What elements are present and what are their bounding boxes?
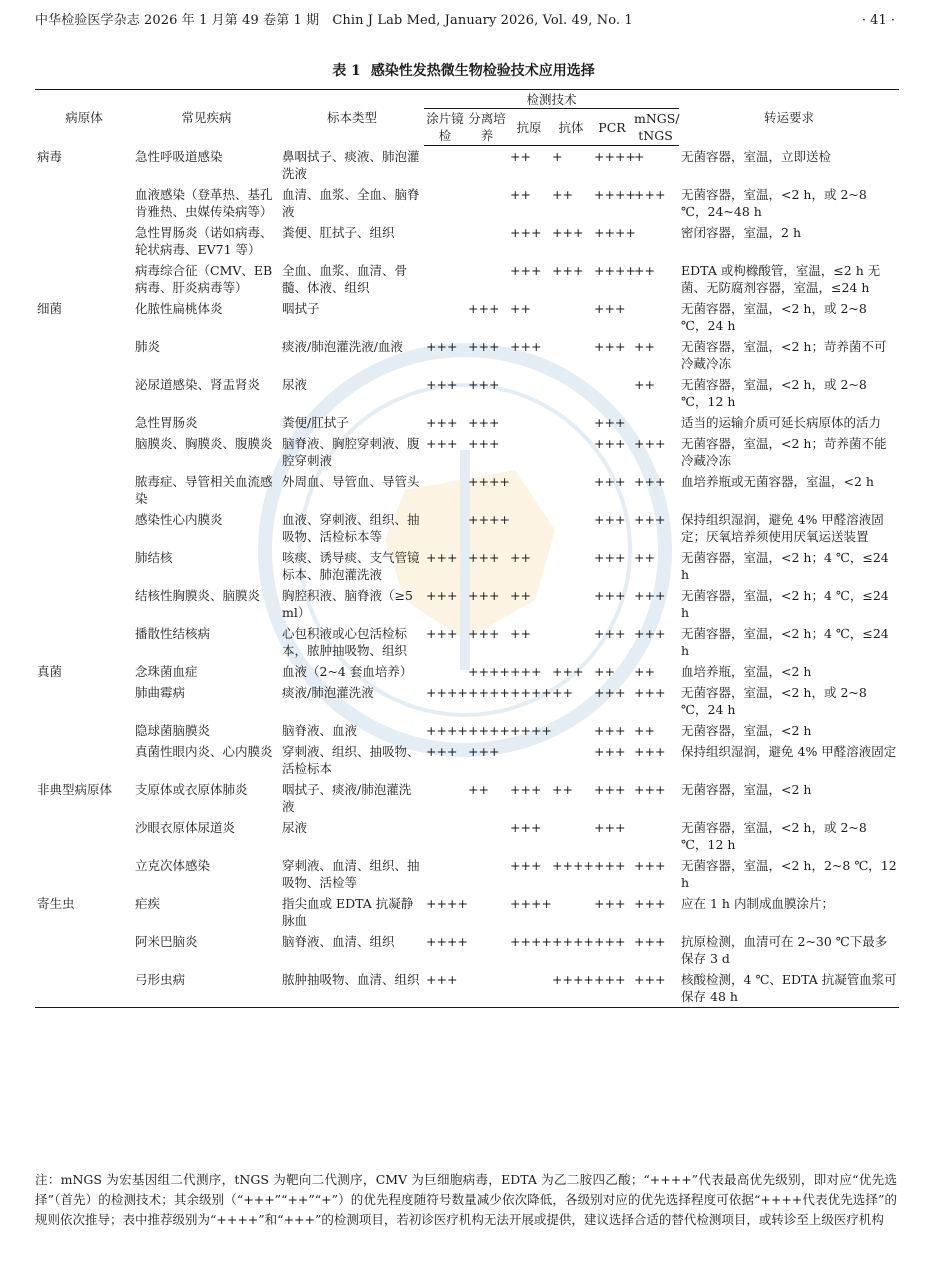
cell-transport: 抗原检测，血清可在 2~30 ℃下最多保存 3 d bbox=[681, 933, 888, 966]
cell-smear: +++ bbox=[426, 743, 458, 759]
cell-culture: +++ bbox=[468, 414, 500, 430]
cell-antigen bbox=[508, 969, 550, 1008]
cell-smear: +++ bbox=[426, 625, 458, 641]
cell-ngs: ++ bbox=[634, 549, 655, 565]
cell-transport: 无菌容器，室温，<2 h，或 2~8 ℃，24 h bbox=[681, 684, 867, 717]
cell-culture: +++ bbox=[468, 338, 500, 354]
cell-antigen: ++ bbox=[510, 549, 531, 565]
cell-specimen: 血液、穿刺液、组织、抽吸物、活检标本等 bbox=[282, 511, 420, 544]
cell-culture: +++ bbox=[468, 743, 500, 759]
pathogen-test-table bbox=[35, 89, 899, 1008]
cell-disease: 化脓性扁桃体炎 bbox=[135, 300, 223, 316]
cell-ngs: +++ bbox=[634, 857, 666, 873]
cell-specimen: 脓肿抽吸物、血清、组织 bbox=[280, 969, 424, 1008]
cell-disease: 急性胃肠炎（诺如病毒、轮状病毒、EV71 等） bbox=[135, 224, 273, 257]
cell-culture bbox=[466, 222, 508, 260]
cell-pathogen bbox=[35, 471, 133, 509]
cell-transport: 无菌容器，室温，<2 h bbox=[681, 722, 812, 738]
cell-specimen: 外周血、导管血、导管头 bbox=[282, 473, 420, 489]
col-header-ngs: mNGS/ tNGS bbox=[632, 109, 679, 146]
cell-specimen: 粪便/肛拭子 bbox=[282, 414, 349, 430]
cell-antigen: +++ bbox=[510, 224, 542, 240]
cell-pcr bbox=[592, 374, 632, 412]
cell-antibody: +++ bbox=[552, 224, 584, 240]
cell-specimen: 鼻咽拭子、痰液、肺泡灌洗液 bbox=[282, 148, 420, 181]
cell-smear bbox=[424, 817, 466, 855]
cell-antigen: ++ bbox=[510, 149, 531, 164]
table-row bbox=[35, 509, 899, 547]
cell-smear bbox=[424, 509, 466, 547]
cell-smear: ++++ bbox=[426, 684, 468, 700]
col-header-culture: 分离培养 bbox=[466, 109, 508, 146]
cell-antibody: ++++ bbox=[550, 969, 592, 1008]
cell-ngs bbox=[632, 298, 679, 336]
cell-antibody bbox=[550, 817, 592, 855]
cell-disease: 病毒综合征（CMV、EB 病毒、肝炎病毒等） bbox=[135, 262, 273, 295]
cell-antigen: ++ bbox=[510, 625, 531, 641]
cell-pathogen: 病毒 bbox=[37, 148, 63, 164]
cell-ngs: +++ bbox=[634, 625, 666, 641]
cell-culture: +++ bbox=[468, 376, 500, 392]
cell-pcr: +++ bbox=[594, 414, 626, 430]
cell-culture: ++++ bbox=[468, 473, 510, 489]
cell-specimen: 咽拭子、痰液/肺泡灌洗液 bbox=[282, 781, 412, 814]
cell-ngs: ++ bbox=[634, 722, 655, 738]
cell-antibody bbox=[550, 298, 592, 336]
cell-pcr: +++ bbox=[594, 819, 626, 835]
cell-antibody bbox=[550, 585, 592, 623]
cell-smear bbox=[424, 260, 466, 298]
cell-smear: +++ bbox=[426, 338, 458, 354]
cell-pathogen bbox=[35, 433, 133, 471]
cell-smear: +++ bbox=[426, 414, 458, 430]
cell-ngs: ++ bbox=[634, 338, 655, 354]
cell-pathogen bbox=[35, 412, 133, 433]
cell-antigen bbox=[508, 433, 550, 471]
cell-antigen bbox=[508, 471, 550, 509]
cell-pcr: +++ bbox=[594, 338, 626, 354]
cell-disease: 急性胃肠炎 bbox=[135, 414, 198, 430]
col-header-antibody: 抗体 bbox=[550, 109, 592, 146]
cell-pathogen bbox=[35, 623, 133, 661]
cell-antibody bbox=[550, 412, 592, 433]
cell-pathogen bbox=[35, 741, 133, 779]
cell-smear: +++ bbox=[426, 435, 458, 451]
cell-disease: 真菌性眼内炎、心内膜炎 bbox=[135, 743, 273, 759]
cell-pathogen bbox=[35, 509, 133, 547]
cell-antigen: +++ bbox=[510, 262, 542, 278]
cell-antibody bbox=[550, 433, 592, 471]
cell-smear bbox=[424, 855, 466, 893]
cell-pathogen bbox=[35, 682, 133, 720]
cell-smear: ++++ bbox=[426, 895, 468, 911]
cell-antibody: + bbox=[552, 149, 563, 164]
cell-smear: +++ bbox=[426, 549, 458, 565]
cell-pcr: ++++ bbox=[594, 224, 636, 240]
cell-transport: 无菌容器，室温，<2 h；苛养菌不可冷藏冷冻 bbox=[681, 338, 887, 371]
cell-disease: 播散性结核病 bbox=[135, 625, 211, 641]
cell-ngs: +++ bbox=[634, 933, 666, 949]
cell-transport: 无菌容器，室温，<2 h bbox=[681, 781, 812, 797]
cell-ngs: +++ bbox=[634, 473, 666, 489]
cell-pcr: +++ bbox=[594, 511, 626, 527]
cell-disease: 肺炎 bbox=[135, 338, 161, 354]
table-row bbox=[35, 260, 899, 298]
cell-antibody bbox=[550, 509, 592, 547]
cell-disease: 脓毒症、导管相关血流感染 bbox=[135, 473, 273, 506]
page-number: · 41 · bbox=[861, 13, 895, 28]
table-row bbox=[35, 471, 899, 509]
cell-smear bbox=[424, 222, 466, 260]
cell-ngs: +++ bbox=[634, 684, 666, 700]
table-row bbox=[35, 855, 899, 893]
cell-disease: 阿米巴脑炎 bbox=[135, 933, 198, 949]
col-header-smear: 涂片镜检 bbox=[424, 109, 466, 146]
cell-culture bbox=[466, 146, 508, 184]
cell-specimen: 指尖血或 EDTA 抗凝静脉血 bbox=[282, 895, 414, 928]
table-number: 表 1 bbox=[332, 63, 361, 79]
cell-culture bbox=[466, 260, 508, 298]
header-row bbox=[35, 90, 899, 109]
table-row bbox=[35, 682, 899, 720]
cell-culture bbox=[466, 855, 508, 893]
cell-specimen: 脑脊液、血液 bbox=[282, 722, 358, 738]
col-header-pcr: PCR bbox=[592, 109, 632, 146]
cell-pcr: +++ bbox=[594, 781, 626, 797]
cell-ngs: +++ bbox=[632, 969, 679, 1008]
table-row bbox=[35, 779, 899, 817]
cell-disease: 急性呼吸道感染 bbox=[135, 148, 223, 164]
col-header-specimen: 标本类型 bbox=[280, 90, 424, 146]
cell-disease: 隐球菌脑膜炎 bbox=[135, 722, 211, 738]
cell-ngs: +++ bbox=[634, 895, 666, 911]
cell-transport: 无菌容器，室温，<2 h，或 2~8 ℃，24 h bbox=[681, 300, 867, 333]
cell-smear bbox=[424, 779, 466, 817]
table-row bbox=[35, 741, 899, 779]
cell-pcr: +++ bbox=[594, 933, 626, 949]
cell-pcr: +++ bbox=[594, 549, 626, 565]
cell-antibody bbox=[550, 471, 592, 509]
cell-culture: ++++ bbox=[468, 684, 510, 700]
cell-ngs: ++ bbox=[634, 376, 655, 392]
cell-ngs: +++ bbox=[634, 743, 666, 759]
cell-culture bbox=[466, 817, 508, 855]
cell-culture: +++ bbox=[468, 625, 500, 641]
cell-pathogen: 寄生虫 bbox=[37, 895, 75, 911]
journal-citation: 中华检验医学杂志 2026 年 1 月第 49 卷第 1 期 Chin J Lab Med, January 2026, Vol. 49, No. 1 bbox=[35, 13, 633, 28]
cell-pathogen: 细菌 bbox=[37, 300, 63, 316]
cell-antigen: ++ bbox=[510, 587, 531, 603]
cell-transport: 无菌容器，室温，<2 h，或 2~8 ℃，12 h bbox=[681, 819, 867, 852]
cell-pathogen bbox=[35, 931, 133, 969]
cell-pcr: +++ bbox=[594, 625, 626, 641]
cell-antibody bbox=[550, 623, 592, 661]
cell-disease: 念珠菌血症 bbox=[135, 663, 198, 679]
cell-transport: 无菌容器，室温，立即送检 bbox=[681, 148, 832, 164]
table-row bbox=[35, 184, 899, 222]
cell-antibody: +++ bbox=[552, 663, 584, 679]
cell-transport: 血培养瓶，室温，<2 h bbox=[681, 663, 812, 679]
cell-culture: ++++ bbox=[468, 722, 510, 738]
cell-pcr: ++ bbox=[594, 663, 615, 679]
col-header-tech-group: 检测技术 bbox=[424, 90, 679, 109]
cell-ngs: +++ bbox=[634, 587, 666, 603]
cell-antigen: +++ bbox=[510, 338, 542, 354]
cell-transport: 适当的运输介质可延长病原体的活力 bbox=[681, 414, 882, 430]
table-row bbox=[35, 720, 899, 741]
cell-pcr: +++ bbox=[594, 743, 626, 759]
cell-specimen: 尿液 bbox=[282, 819, 308, 835]
table-body bbox=[35, 146, 899, 1008]
cell-pcr: ++++ bbox=[594, 149, 636, 164]
cell-pcr: +++ bbox=[594, 435, 626, 451]
table-row bbox=[35, 623, 899, 661]
cell-antigen bbox=[508, 509, 550, 547]
cell-specimen: 穿刺液、血清、组织、抽吸物、活检等 bbox=[282, 857, 420, 890]
table-row bbox=[35, 336, 899, 374]
cell-culture: +++ bbox=[468, 435, 500, 451]
cell-transport: 保持组织湿润，避免 4% 甲醛溶液固定 bbox=[681, 743, 897, 759]
cell-antibody: +++ bbox=[552, 262, 584, 278]
cell-smear bbox=[424, 146, 466, 184]
cell-transport: 无菌容器，室温，<2 h，或 2~8 ℃，24~48 h bbox=[681, 186, 867, 219]
cell-antibody bbox=[550, 720, 592, 741]
cell-transport: 密闭容器，室温，2 h bbox=[681, 224, 801, 240]
cell-culture: ++++ bbox=[468, 511, 510, 527]
cell-antigen: ++++ bbox=[510, 895, 552, 911]
cell-ngs: +++ bbox=[634, 186, 666, 202]
cell-pathogen bbox=[35, 374, 133, 412]
col-header-transport: 转运要求 bbox=[679, 90, 899, 146]
cell-ngs: +++ bbox=[634, 511, 666, 527]
table-row bbox=[35, 817, 899, 855]
table-row bbox=[35, 893, 899, 931]
cell-pathogen bbox=[35, 547, 133, 585]
cell-transport: 无菌容器，室温，<2 h；4 ℃，≤24 h bbox=[681, 587, 889, 620]
table-title: 感染性发热微生物检验技术应用选择 bbox=[370, 63, 595, 79]
cell-antibody: ++ bbox=[552, 186, 573, 202]
table-row bbox=[35, 931, 899, 969]
cell-culture: +++ bbox=[468, 587, 500, 603]
cell-disease: 疟疾 bbox=[135, 895, 161, 911]
cell-antibody bbox=[550, 741, 592, 779]
cell-antigen bbox=[508, 374, 550, 412]
cell-smear bbox=[424, 661, 466, 682]
cell-transport: EDTA 或枸橼酸管，室温，≤2 h 无菌、无防腐剂容器，室温，≤24 h bbox=[681, 262, 881, 295]
cell-smear: +++ bbox=[424, 969, 466, 1008]
cell-pathogen bbox=[35, 336, 133, 374]
cell-specimen: 心包积液或心包活检标本，脓肿抽吸物、组织 bbox=[282, 625, 408, 658]
cell-disease: 泌尿道感染、肾盂肾炎 bbox=[135, 376, 261, 392]
cell-antibody bbox=[550, 893, 592, 931]
cell-disease: 支原体或衣原体肺炎 bbox=[135, 781, 248, 797]
table-caption bbox=[0, 60, 927, 82]
cell-disease: 肺结核 bbox=[135, 549, 173, 565]
cell-transport: 无菌容器，室温，<2 h；苛养菌不能冷藏冷冻 bbox=[681, 435, 887, 468]
table-row bbox=[35, 298, 899, 336]
cell-pathogen bbox=[35, 855, 133, 893]
cell-antibody bbox=[550, 336, 592, 374]
cell-specimen: 血清、血浆、全血、脑脊液 bbox=[282, 186, 420, 219]
cell-disease: 感染性心内膜炎 bbox=[135, 511, 223, 527]
cell-antibody: ++++ bbox=[552, 933, 594, 949]
cell-disease: 结核性胸膜炎、脑膜炎 bbox=[135, 587, 261, 603]
cell-ngs: +++ bbox=[634, 435, 666, 451]
cell-transport: 无菌容器，室温，<2 h；4 ℃，≤24 h bbox=[681, 549, 889, 582]
cell-disease: 脑膜炎、胸膜炎、腹膜炎 bbox=[135, 435, 273, 451]
cell-disease: 血液感染（登革热、基孔肯雅热、虫媒传染病等） bbox=[135, 186, 273, 219]
cell-pathogen bbox=[35, 720, 133, 741]
table-row bbox=[35, 585, 899, 623]
cell-antigen: ++++ bbox=[510, 933, 552, 949]
cell-antibody bbox=[550, 547, 592, 585]
cell-transport: 无菌容器，室温，<2 h，或 2~8 ℃，12 h bbox=[681, 376, 867, 409]
running-header bbox=[35, 10, 895, 32]
table-row bbox=[35, 374, 899, 412]
cell-pathogen bbox=[35, 969, 133, 1008]
cell-pathogen bbox=[35, 260, 133, 298]
cell-antigen: +++ bbox=[510, 781, 542, 797]
table-row bbox=[35, 146, 899, 184]
cell-ngs bbox=[632, 222, 679, 260]
cell-specimen: 胸腔积液、脑脊液（≥5 ml） bbox=[282, 587, 413, 620]
cell-ngs: ++ bbox=[634, 262, 655, 278]
cell-specimen: 痰液/肺泡灌洗液 bbox=[282, 684, 374, 700]
cell-antibody: ++++ bbox=[552, 857, 594, 873]
cell-specimen: 穿刺液、组织、抽吸物、活检标本 bbox=[282, 743, 420, 776]
cell-pathogen bbox=[35, 817, 133, 855]
table-row bbox=[35, 661, 899, 682]
cell-transport: 核酸检测，4 ℃、EDTA 抗凝管血浆可保存 48 h bbox=[679, 969, 899, 1008]
cell-antibody: ++ bbox=[552, 781, 573, 797]
cell-pathogen bbox=[35, 585, 133, 623]
cell-antibody bbox=[550, 374, 592, 412]
cell-smear bbox=[424, 298, 466, 336]
cell-specimen: 脑脊液、胸腔穿刺液、腹腔穿刺液 bbox=[282, 435, 420, 468]
cell-transport: 无菌容器，室温，<2 h；4 ℃，≤24 h bbox=[681, 625, 889, 658]
cell-smear: +++ bbox=[426, 587, 458, 603]
cell-antigen: +++ bbox=[510, 819, 542, 835]
cell-disease: 立克次体感染 bbox=[135, 857, 211, 873]
cell-pcr: +++ bbox=[594, 722, 626, 738]
table-row bbox=[35, 222, 899, 260]
cell-pcr: +++ bbox=[594, 684, 626, 700]
cell-antigen bbox=[508, 412, 550, 433]
cell-disease: 弓形虫病 bbox=[133, 969, 280, 1008]
cell-specimen: 咳痰、诱导痰、支气管镜标本、肺泡灌洗液 bbox=[282, 549, 420, 582]
table-row bbox=[35, 433, 899, 471]
cell-specimen: 全血、血浆、血清、骨髓、体液、组织 bbox=[282, 262, 408, 295]
cell-smear: ++++ bbox=[426, 722, 468, 738]
table-row bbox=[35, 969, 899, 1008]
cell-pcr: +++ bbox=[592, 969, 632, 1008]
cell-ngs bbox=[632, 817, 679, 855]
cell-pcr: +++ bbox=[594, 587, 626, 603]
cell-transport: 保持组织湿润，避免 4% 甲醛溶液固定；厌氧培养须使用厌氧运送装置 bbox=[681, 511, 884, 544]
cell-specimen: 粪便、肛拭子、组织 bbox=[282, 224, 395, 240]
cell-disease: 肺曲霉病 bbox=[135, 684, 186, 700]
cell-smear: ++++ bbox=[426, 933, 468, 949]
cell-ngs: ++ bbox=[634, 663, 655, 679]
cell-pathogen: 非典型病原体 bbox=[37, 781, 113, 797]
cell-pcr: +++ bbox=[594, 300, 626, 316]
cell-smear bbox=[424, 184, 466, 222]
cell-pathogen: 真菌 bbox=[37, 663, 63, 679]
cell-antibody: ++ bbox=[552, 684, 573, 700]
cell-culture: ++ bbox=[468, 781, 489, 797]
cell-antigen: +++ bbox=[510, 663, 542, 679]
cell-pcr: +++ bbox=[594, 857, 626, 873]
col-header-antigen: 抗原 bbox=[508, 109, 550, 146]
cell-pcr: +++ bbox=[594, 473, 626, 489]
cell-specimen: 尿液 bbox=[282, 376, 308, 392]
table-footnote: 注：mNGS 为宏基因组二代测序，tNGS 为靶向二代测序，CMV 为巨细胞病毒，EDTA 为乙二胺四乙酸；“++++”代表最高优先级别，即对应“优先选择”（首先）的检测技术；其余级别（“+++”“++”“+”）的优先程度随符号数量减少依次降低，各级别对应的优先选择程度可依据“++++代表优先选择”的规则依次推导；表中推荐级别为“++++”和“+++”的检测项目，若初诊医疗机构无法开展或提供，建议选择合适的替代检测项目，或转诊至上级医疗机构 bbox=[35, 1172, 897, 1227]
col-header-pathogen: 病原体 bbox=[35, 90, 133, 146]
cell-culture: +++ bbox=[468, 300, 500, 316]
cell-pathogen bbox=[35, 184, 133, 222]
cell-antigen: +++ bbox=[510, 857, 542, 873]
cell-disease: 沙眼衣原体尿道炎 bbox=[135, 819, 236, 835]
cell-antigen: ++ bbox=[510, 300, 531, 316]
cell-specimen: 脑脊液、血清、组织 bbox=[282, 933, 395, 949]
cell-antigen: ++++ bbox=[510, 684, 552, 700]
cell-ngs: +++ bbox=[634, 781, 666, 797]
table-row bbox=[35, 412, 899, 433]
cell-specimen: 血液（2~4 套血培养） bbox=[282, 663, 413, 679]
cell-culture: ++++ bbox=[468, 663, 510, 679]
cell-culture bbox=[466, 931, 508, 969]
cell-antigen bbox=[508, 741, 550, 779]
table-row bbox=[35, 547, 899, 585]
cell-smear bbox=[424, 471, 466, 509]
cell-specimen: 咽拭子 bbox=[282, 300, 320, 316]
cell-transport: 血培养瓶或无菌容器，室温，<2 h bbox=[681, 473, 874, 489]
cell-specimen: 痰液/肺泡灌洗液/血液 bbox=[282, 338, 403, 354]
cell-pcr: +++ bbox=[594, 895, 626, 911]
cell-culture bbox=[466, 969, 508, 1008]
cell-transport: 无菌容器，室温，<2 h，2~8 ℃，12 h bbox=[681, 857, 897, 890]
cell-culture bbox=[466, 893, 508, 931]
cell-antigen: ++ bbox=[510, 186, 531, 202]
cell-transport: 应在 1 h 内制成血膜涂片； bbox=[681, 895, 834, 911]
cell-smear: +++ bbox=[426, 376, 458, 392]
cell-pathogen bbox=[35, 222, 133, 260]
cell-antigen: ++++ bbox=[510, 722, 552, 738]
cell-culture bbox=[466, 184, 508, 222]
cell-culture: +++ bbox=[468, 549, 500, 565]
cell-pcr: ++++ bbox=[594, 262, 636, 278]
cell-ngs: + bbox=[634, 149, 645, 164]
cell-pcr: ++++ bbox=[594, 186, 636, 202]
cell-ngs bbox=[632, 412, 679, 433]
col-header-disease: 常见疾病 bbox=[133, 90, 280, 146]
